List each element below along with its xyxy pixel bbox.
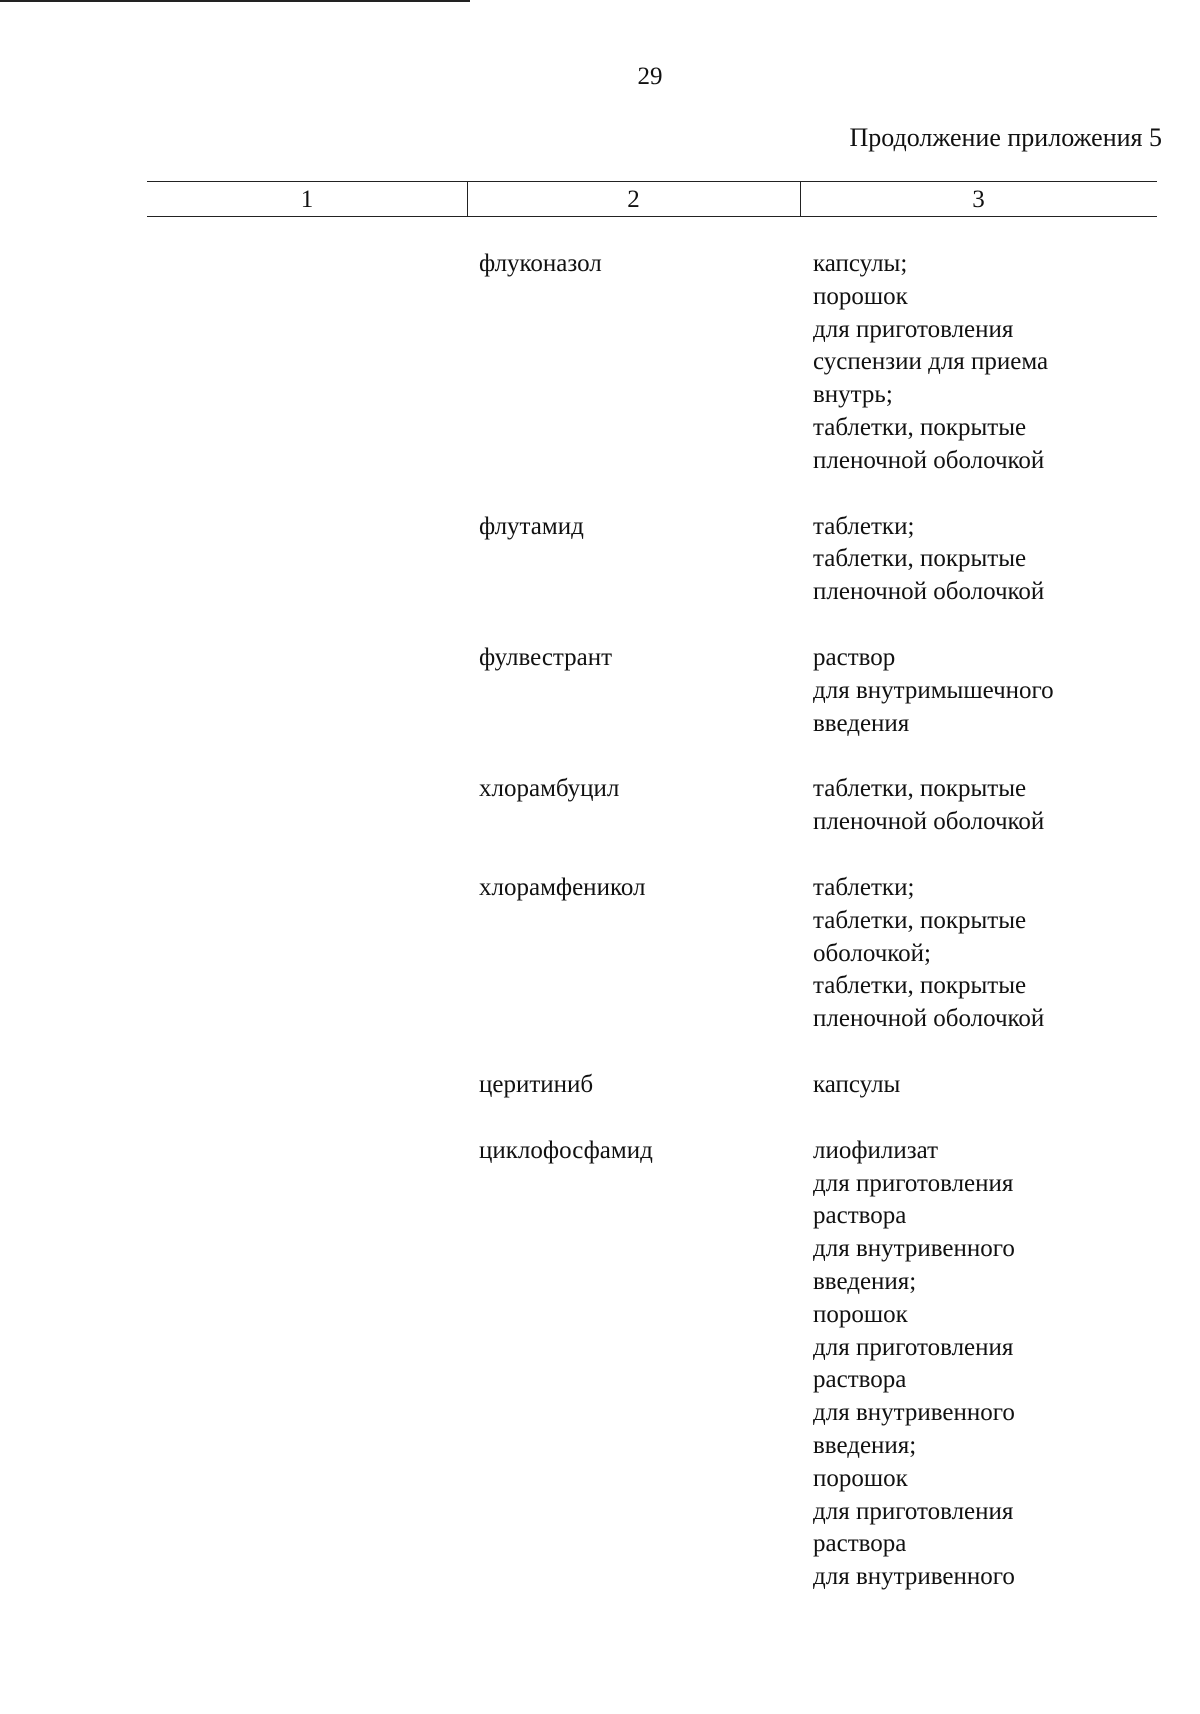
table-header-top-rule [147,181,1157,182]
dosage-form-line: для приготовления [813,1333,1014,1361]
dosage-form-line: раствора [813,1202,907,1230]
dosage-forms [813,642,1054,740]
dosage-form-line: таблетки, покрытые [813,775,1027,803]
drug-name: фулвестрант [479,643,613,671]
drug-name: флуконазол [479,250,602,277]
dosage-form-line: таблетки, покрытые [813,545,1027,573]
dosage-form-line: порошок [813,1464,908,1492]
dosage-form-line: таблетки, покрытые [813,413,1027,441]
dosage-form-line: для внутривенного [813,1399,1015,1427]
dosage-forms [813,773,1044,839]
dosage-form-line: для внутривенного [813,1235,1015,1263]
dosage-forms [813,511,1044,609]
dosage-form-line: раствора [813,1366,907,1394]
dosage-form-line: введения [813,709,910,737]
dosage-forms [813,872,1044,1036]
dosage-form-line: для внутривенного [813,1563,1015,1591]
dosage-forms [813,1069,900,1102]
dosage-form-line: раствор [813,643,896,671]
drug-name: циклофосфамид [479,1136,653,1164]
drug-name: церитиниб [479,1070,594,1098]
dosage-forms [813,248,1048,478]
dosage-form-line: для приготовления [813,315,1014,343]
dosage-form-line: лиофилизат [813,1136,939,1164]
dosage-form-line: таблетки; [813,512,915,540]
dosage-form-line: пленочной оболочкой [813,446,1045,474]
table-row [0,1069,1200,1102]
dosage-form-line: внутрь; [813,381,893,409]
drug-name: флутамид [479,512,584,540]
dosage-forms [813,1135,1015,1594]
dosage-form-line: пленочной оболочкой [813,578,1045,606]
appendix-title: Продолжение приложения 5 [849,123,1162,152]
drug-name: хлорамфеникол [479,873,646,901]
table-row [0,1135,1200,1594]
dosage-form-line: таблетки, покрытые [813,972,1027,1000]
table-row [0,642,1200,740]
dosage-form-line: капсулы [813,1070,901,1098]
dosage-form-line: суспензии для приема [813,348,1049,376]
scan-edge-line [0,0,470,2]
table-row [0,511,1200,609]
dosage-form-line: порошок [813,1300,908,1328]
table-row [0,248,1200,478]
dosage-form-line: порошок [813,282,908,310]
table-row [0,773,1200,839]
column-header-1: 1 [300,186,314,213]
table-header-bottom-rule [147,216,1157,217]
drug-name: хлорамбуцил [479,775,620,803]
column-header-3: 3 [972,186,985,213]
dosage-form-line: пленочной оболочкой [813,808,1045,836]
dosage-form-line: оболочкой; [813,939,931,967]
table-body [0,248,1200,1627]
page-number: 29 [637,63,663,90]
dosage-form-line: капсулы; [813,250,908,277]
dosage-form-line: для приготовления [813,1169,1014,1197]
dosage-form-line: таблетки, покрытые [813,906,1027,934]
dosage-form-line: пленочной оболочкой [813,1005,1045,1033]
dosage-form-line: для приготовления [813,1497,1014,1525]
dosage-form-line: введения; [813,1267,917,1295]
dosage-form-line: введения; [813,1431,917,1459]
table-row [0,872,1200,1036]
dosage-form-line: таблетки; [813,873,915,901]
dosage-form-line: раствора [813,1530,907,1558]
column-header-2: 2 [627,186,640,213]
dosage-form-line: для внутримышечного [813,676,1054,704]
